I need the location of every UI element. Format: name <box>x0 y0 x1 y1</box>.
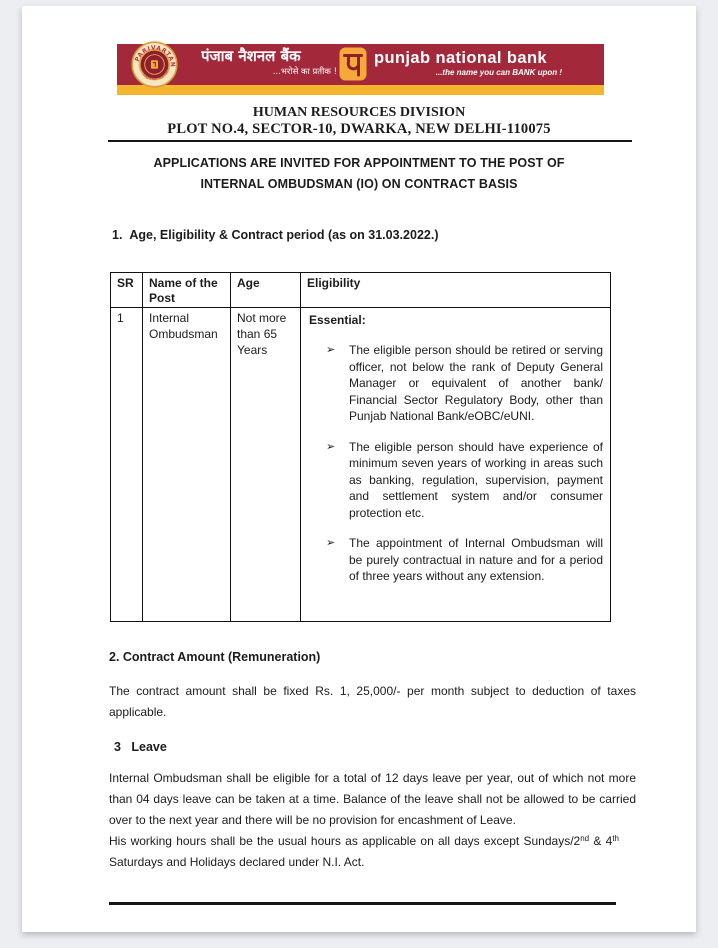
eligibility-table <box>110 272 611 622</box>
col-header-eligibility: Eligibility <box>301 273 611 308</box>
bank-name-english-block <box>374 48 562 78</box>
col-header-age: Age <box>231 273 301 308</box>
working-hours-text-c: Saturdays and Holidays declared under N.I. Act. <box>109 855 365 869</box>
essential-label: Essential: <box>309 313 366 327</box>
ordinal-superscript: th <box>612 834 619 843</box>
pnb-logo-icon <box>339 47 367 81</box>
gold-stripe <box>117 85 604 95</box>
document-page <box>22 6 696 932</box>
eligibility-bullet-3 <box>309 535 604 585</box>
section2-heading: 2. Contract Amount (Remuneration) <box>109 650 321 664</box>
section3-paragraph1: Internal Ombudsman shall be eligible for a total of 12 days leave per year, out of which not more than 04 days leave can be taken at a time. Balance of the leave shall not be allowed to be carried over to the next year and there will be no provision for encashment of Leave. <box>109 771 636 827</box>
arrow-bullet-icon: ➢ <box>326 344 336 356</box>
bank-name-hindi-block <box>201 46 337 77</box>
col-header-post: Name of the Post <box>143 273 231 308</box>
notice-title <box>22 153 696 194</box>
col-header-sr: SR <box>111 273 143 308</box>
table-header-row <box>111 273 611 308</box>
notice-title-line2: INTERNAL OMBUDSMAN (IO) ON CONTRACT BASIS <box>200 176 518 191</box>
arrow-bullet-icon: ➢ <box>326 537 336 549</box>
eligibility-bullet-2 <box>309 439 604 522</box>
eligibility-bullet-2-text: The eligible person should have experience of minimum seven years of working in areas such as banking, regulation, supervision, payment and settlement system and/or consumer protection etc. <box>349 439 603 520</box>
bank-tagline-english: ...the name you can BANK upon ! <box>435 68 562 77</box>
footer-divider <box>109 902 616 905</box>
bank-letterhead <box>117 44 604 95</box>
notice-title-line1: APPLICATIONS ARE INVITED FOR APPOINTMENT TO THE POST OF <box>153 156 565 170</box>
bank-tagline-hindi: ...भरोसे का प्रतीक ! <box>272 67 337 77</box>
letterhead-maroon-band <box>117 44 604 85</box>
emblem-top-text: PARIVARTAN <box>134 45 176 68</box>
section3-heading: 3 Leave <box>114 740 167 754</box>
cell-eligibility <box>301 308 611 622</box>
working-hours-text-a: His working hours shall be the usual hours as applicable on all days except Sundays/2 <box>109 834 581 848</box>
header-divider <box>108 140 632 142</box>
section3-paragraph2 <box>109 831 619 873</box>
eligibility-bullet-1 <box>309 342 604 425</box>
bank-name-hindi: पंजाब नैशनल बैंक <box>201 47 301 65</box>
eligibility-bullet-3-text: The appointment of Internal Ombudsman will be purely contractual in nature and for a period of three years without any extension. <box>349 536 603 583</box>
emblem-bottom-text: together we can <box>142 68 170 82</box>
ordinal-superscript: nd <box>580 834 590 843</box>
section2-paragraph: The contract amount shall be fixed Rs. 1, 25,000/- per month subject to deduction of taxes applicable. <box>109 684 636 719</box>
section3-body <box>109 768 636 873</box>
division-heading: HUMAN RESOURCES DIVISION <box>252 105 466 120</box>
working-hours-text-b: & 4 <box>589 834 613 848</box>
bank-name-english: punjab national bank <box>374 49 548 67</box>
arrow-bullet-icon: ➢ <box>326 440 336 453</box>
eligibility-bullet-1-text: The eligible person should be retired or serving officer, not below the rank of Deputy General Manager or equivalent of another bank/ Financial Sector Regulatory Body, other than Punjab National Bank/eOBC/eUNI. <box>349 343 603 423</box>
section1-heading: 1. Age, Eligibility & Contract period (as on 31.03.2022.) <box>112 228 439 242</box>
parivartan-emblem-icon <box>131 41 178 88</box>
cell-age: Not more than 65 Years <box>231 308 301 622</box>
cell-sr: 1 <box>111 308 143 622</box>
cell-post-name: Internal Ombudsman <box>143 308 231 622</box>
table-row <box>111 308 611 622</box>
address-heading: PLOT NO.4, SECTOR-10, DWARKA, NEW DELHI-110075 <box>167 121 551 137</box>
